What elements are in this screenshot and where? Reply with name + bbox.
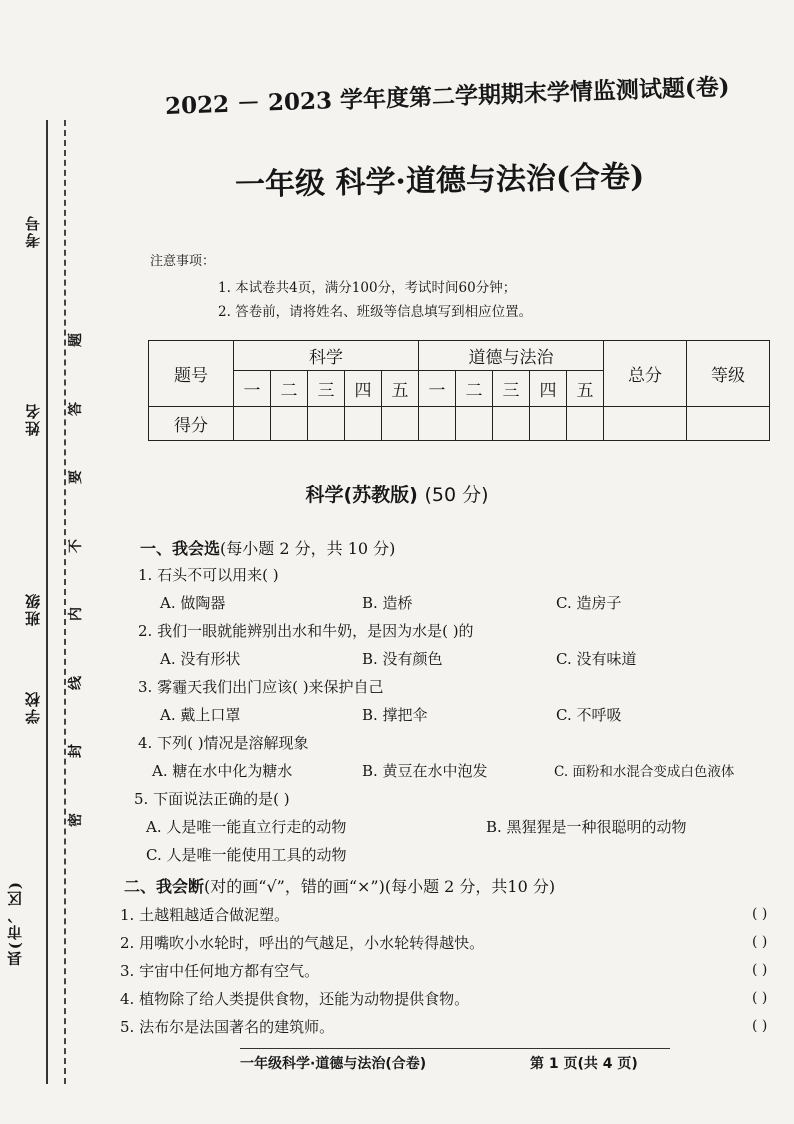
part2-heading [124, 874, 555, 897]
answer-blank[interactable]: ( ) [752, 906, 768, 922]
total-score-header: 总分 [604, 341, 687, 407]
margin-solid-line [46, 120, 48, 1084]
question-stem: 1. 石头不可以用来( ) [138, 566, 279, 584]
science-col: 四 [345, 371, 382, 407]
morality-col: 五 [567, 371, 604, 407]
score-cell[interactable] [382, 407, 419, 441]
answer-blank[interactable]: ( ) [752, 934, 768, 950]
option-c: C. 没有味道 [556, 650, 637, 668]
answer-blank[interactable]: ( ) [752, 962, 768, 978]
exam-number-label: 考号 [24, 214, 42, 248]
option-c: C. 不呼吸 [556, 706, 622, 724]
score-cell[interactable] [456, 407, 493, 441]
margin-dashed-line [64, 120, 66, 1084]
morality-col: 一 [419, 371, 456, 407]
notice-item: 2. 答卷前，请将姓名、班级等信息填写到相应位置。 [218, 304, 533, 320]
group-morality: 道德与法治 [419, 341, 604, 371]
page-footer [240, 1048, 670, 1073]
option-b: B. 没有颜色 [362, 650, 443, 668]
option-b: B. 撑把伞 [362, 706, 428, 724]
section-points: (50 分) [424, 484, 489, 506]
science-col: 二 [271, 371, 308, 407]
row-label-score: 得分 [149, 407, 234, 441]
science-col: 一 [234, 371, 271, 407]
score-cell[interactable] [308, 407, 345, 441]
science-col: 五 [382, 371, 419, 407]
question-stem: 2. 我们一眼就能辨别出水和牛奶，是因为水是( )的 [138, 622, 474, 640]
seal-char: 答 [68, 401, 84, 416]
score-cell[interactable] [234, 407, 271, 441]
grade-header: 等级 [687, 341, 770, 407]
score-cell[interactable] [271, 407, 308, 441]
option-a: A. 糖在水中化为糖水 [152, 762, 293, 780]
seal-char: 线 [68, 675, 84, 690]
name-label: 姓名 [24, 402, 42, 436]
judge-item: 1. 土越粗越适合做泥塑。 [120, 906, 290, 924]
school-label: 学校 [24, 690, 42, 724]
footer-subject: 一年级科学·道德与法治(合卷) [240, 1056, 427, 1072]
seal-char: 密 [68, 812, 84, 827]
question-stem: 5. 下面说法正确的是( ) [134, 790, 290, 808]
score-cell[interactable] [567, 407, 604, 441]
judge-item: 3. 宇宙中任何地方都有空气。 [120, 962, 320, 980]
score-cell[interactable] [530, 407, 567, 441]
seal-char: 封 [68, 744, 84, 759]
exam-title: 2022 － 2023 学年度第二学期期末学情监测试题(卷) [164, 73, 731, 120]
part2-title: 二、我会断 [124, 877, 205, 896]
score-cell[interactable] [345, 407, 382, 441]
seal-char: 不 [68, 538, 84, 553]
grade-cell[interactable] [687, 407, 770, 441]
morality-col: 三 [493, 371, 530, 407]
option-b: B. 黑猩猩是一种很聪明的动物 [486, 818, 687, 836]
county-label: 县(市、区) [6, 880, 24, 967]
group-science: 科学 [234, 341, 419, 371]
part1-title: 一、我会选 [140, 539, 221, 558]
part2-note: (对的画“√”，错的画“×”)(每小题 2 分，共10 分) [204, 877, 556, 896]
notice-item: 1. 本试卷共4页，满分100分，考试时间60分钟； [218, 280, 517, 296]
binding-margin [0, 0, 92, 1124]
part1-heading [140, 536, 395, 559]
part1-note: (每小题 2 分，共 10 分) [220, 539, 396, 558]
notice-heading: 注意事项： [150, 254, 216, 269]
morality-col: 四 [530, 371, 567, 407]
section-title [0, 480, 794, 507]
option-c: C. 人是唯一能使用工具的动物 [146, 846, 347, 864]
option-b: B. 造桥 [362, 594, 413, 612]
option-c: C. 面粉和水混合变成白色液体 [554, 764, 735, 780]
total-score-cell[interactable] [604, 407, 687, 441]
score-cell[interactable] [493, 407, 530, 441]
judge-item: 4. 植物除了给人类提供食物，还能为动物提供食物。 [120, 990, 470, 1008]
score-cell[interactable] [419, 407, 456, 441]
row-label-question-number: 题号 [149, 341, 234, 407]
option-a: A. 人是唯一能直立行走的动物 [146, 818, 347, 836]
answer-blank[interactable]: ( ) [752, 1018, 768, 1034]
option-a: A. 做陶器 [160, 594, 226, 612]
morality-col: 二 [456, 371, 493, 407]
answer-blank[interactable]: ( ) [752, 990, 768, 1006]
score-table [148, 340, 770, 441]
seal-line-text [68, 330, 82, 830]
class-label: 班级 [24, 592, 42, 626]
option-a: A. 戴上口罩 [160, 706, 241, 724]
seal-char: 内 [68, 607, 84, 622]
question-stem: 3. 雾霾天我们出门应该( )来保护自己 [138, 678, 384, 696]
science-col: 三 [308, 371, 345, 407]
judge-item: 5. 法布尔是法国著名的建筑师。 [120, 1018, 335, 1036]
judge-item: 2. 用嘴吹小水轮时，呼出的气越足，小水轮转得越快。 [120, 934, 485, 952]
section-name: 科学(苏教版) [305, 484, 418, 506]
seal-char: 题 [68, 333, 84, 347]
footer-page-number: 第 1 页(共 4 页) [530, 1056, 638, 1072]
option-a: A. 没有形状 [160, 650, 241, 668]
option-c: C. 造房子 [556, 594, 622, 612]
option-b: B. 黄豆在水中泡发 [362, 762, 488, 780]
question-stem: 4. 下列( )情况是溶解现象 [138, 734, 309, 752]
exam-subtitle: 一年级 科学·道德与法治(合卷) [234, 159, 645, 203]
seal-char: 要 [68, 470, 84, 485]
